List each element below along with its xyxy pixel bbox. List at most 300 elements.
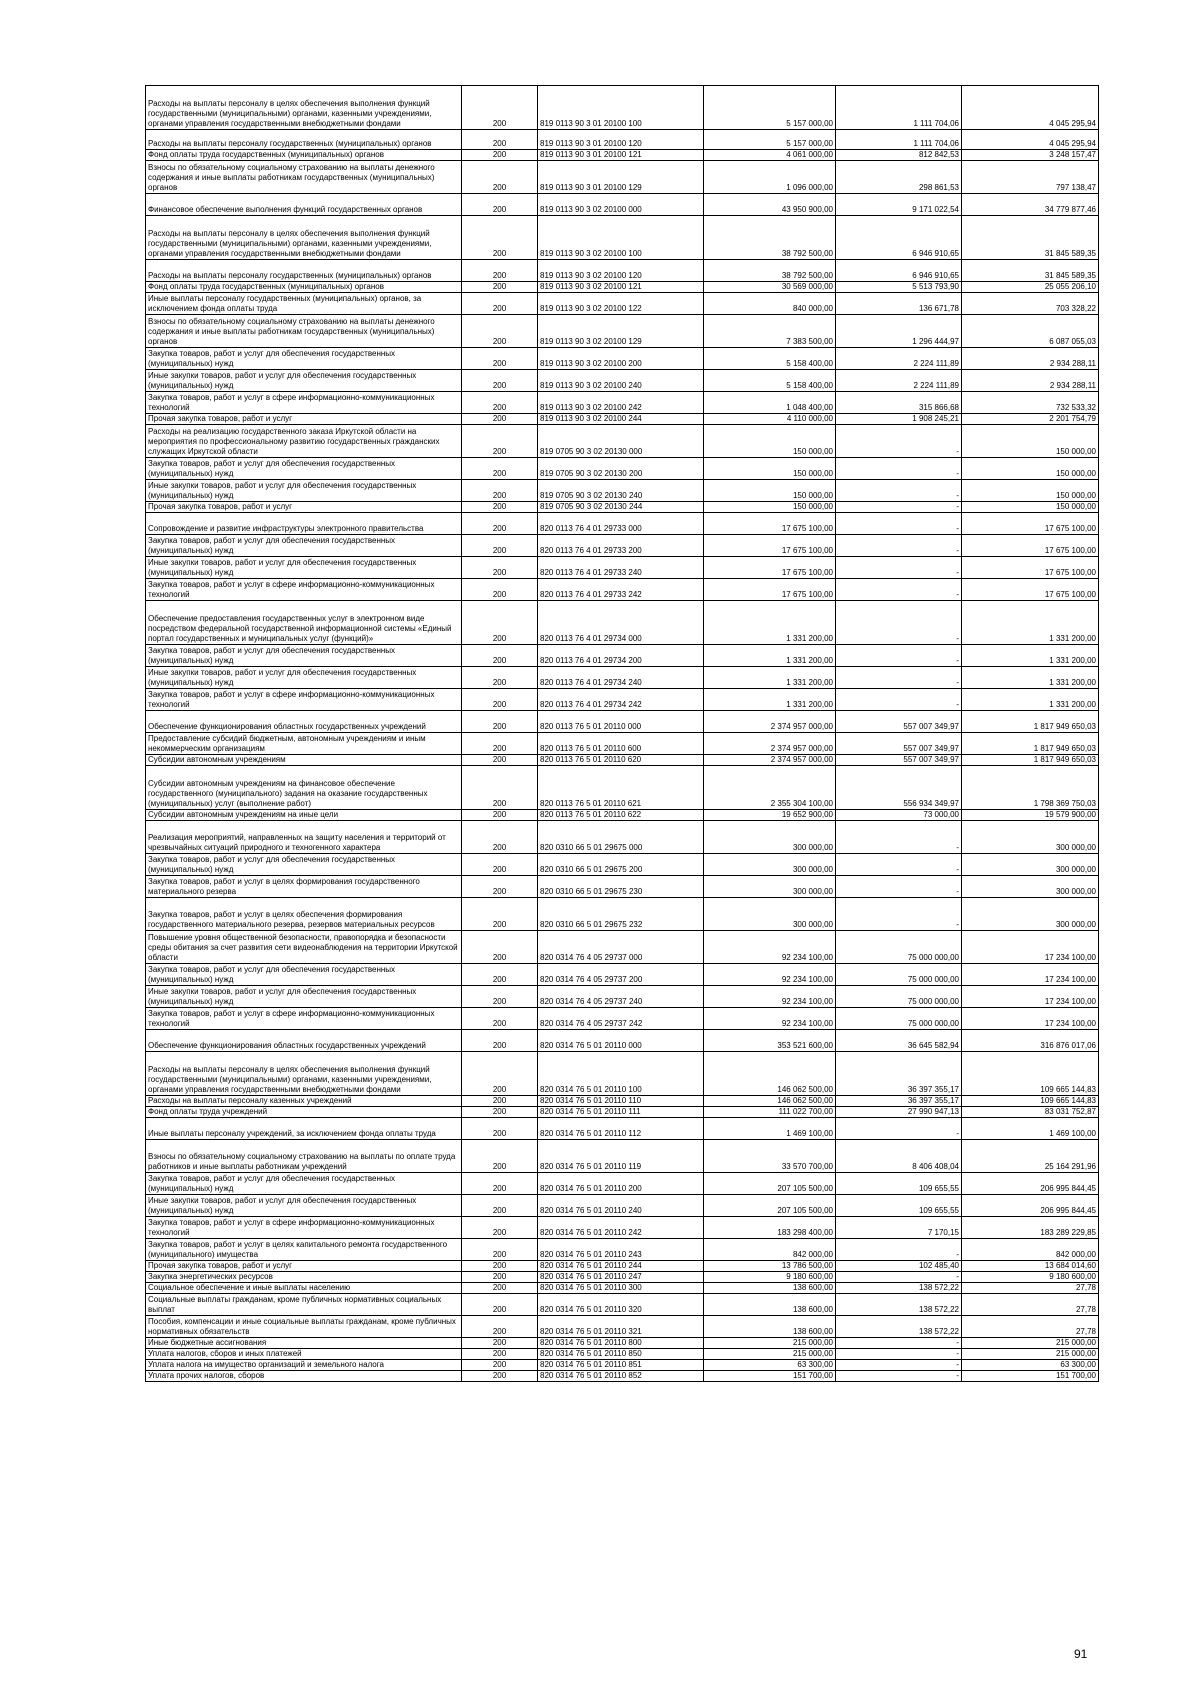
cell-plan: 300 000,00 <box>704 876 836 898</box>
cell-exec: 138 572,22 <box>836 1283 962 1294</box>
cell-exec: 75 000 000,00 <box>836 964 962 986</box>
table-row <box>146 150 1099 161</box>
cell-rest: 17 675 100,00 <box>962 557 1099 579</box>
cell-plan: 1 048 400,00 <box>704 392 836 414</box>
cell-name: Расходы на выплаты персоналу в целях обеспечения выполнения функций государственными (муниципальными) органами, казенными учреждениями, органами управления государственными внебюджетными фондами <box>146 216 462 260</box>
cell-kbk: 820 0314 76 5 01 20110 000 <box>538 1030 704 1052</box>
cell-code: 200 <box>462 711 538 733</box>
cell-code: 200 <box>462 1261 538 1272</box>
cell-rest: 215 000,00 <box>962 1349 1099 1360</box>
cell-plan: 30 569 000,00 <box>704 282 836 293</box>
cell-name: Расходы на выплаты персоналу в целях обеспечения выполнения функций государственными (муниципальными) органами, казенными учреждениями, органами управления государственными внебюджетными фондами <box>146 86 462 130</box>
cell-rest: 1 798 369 750,03 <box>962 766 1099 810</box>
table-row <box>146 130 1099 150</box>
cell-exec: 109 655,55 <box>836 1195 962 1217</box>
cell-plan: 92 234 100,00 <box>704 964 836 986</box>
cell-exec: - <box>836 876 962 898</box>
cell-kbk: 819 0113 90 3 02 20100 242 <box>538 392 704 414</box>
cell-kbk: 820 0113 76 4 01 29733 240 <box>538 557 704 579</box>
table-row <box>146 1217 1099 1239</box>
cell-kbk: 820 0113 76 4 01 29734 240 <box>538 667 704 689</box>
cell-code: 200 <box>462 502 538 513</box>
cell-rest: 732 533,32 <box>962 392 1099 414</box>
cell-plan: 111 022 700,00 <box>704 1107 836 1118</box>
cell-kbk: 820 0113 76 4 01 29734 242 <box>538 689 704 711</box>
cell-name: Расходы на выплаты персоналу в целях обеспечения выполнения функций государственными (муниципальными) органами, казенными учреждениями, органами управления государственными внебюджетными фондами <box>146 1052 462 1096</box>
cell-name: Закупка товаров, работ и услуг для обеспечения государственных (муниципальных) нужд <box>146 535 462 557</box>
cell-name: Закупка товаров, работ и услуг в целях обеспечения формирования государственного материального резерва, резервов материальных ресурсов <box>146 898 462 931</box>
cell-code: 200 <box>462 1096 538 1107</box>
cell-name: Расходы на выплаты персоналу государственных (муниципальных) органов <box>146 260 462 282</box>
cell-kbk: 820 0314 76 5 01 20110 300 <box>538 1283 704 1294</box>
cell-kbk: 819 0113 90 3 02 20100 120 <box>538 260 704 282</box>
cell-plan: 138 600,00 <box>704 1294 836 1316</box>
cell-code: 200 <box>462 513 538 535</box>
cell-exec: 557 007 349,97 <box>836 755 962 766</box>
cell-name: Закупка товаров, работ и услуг для обеспечения государственных (муниципальных) нужд <box>146 964 462 986</box>
cell-plan: 63 300,00 <box>704 1360 836 1371</box>
cell-plan: 150 000,00 <box>704 425 836 458</box>
table-row <box>146 964 1099 986</box>
cell-code: 200 <box>462 458 538 480</box>
cell-code: 200 <box>462 216 538 260</box>
cell-rest: 109 665 144,83 <box>962 1096 1099 1107</box>
cell-kbk: 820 0314 76 5 01 20110 110 <box>538 1096 704 1107</box>
cell-kbk: 820 0113 76 4 01 29733 200 <box>538 535 704 557</box>
cell-plan: 33 570 700,00 <box>704 1140 836 1173</box>
cell-code: 200 <box>462 86 538 130</box>
cell-kbk: 820 0314 76 5 01 20110 100 <box>538 1052 704 1096</box>
table-row <box>146 535 1099 557</box>
table-row <box>146 931 1099 964</box>
table-row <box>146 458 1099 480</box>
cell-exec: 812 842,53 <box>836 150 962 161</box>
cell-name: Закупка товаров, работ и услуг для обеспечения государственных (муниципальных) нужд <box>146 645 462 667</box>
table-row <box>146 645 1099 667</box>
cell-plan: 150 000,00 <box>704 502 836 513</box>
cell-plan: 43 950 900,00 <box>704 194 836 216</box>
cell-kbk: 820 0310 66 5 01 29675 000 <box>538 821 704 854</box>
cell-kbk: 820 0113 76 4 01 29734 000 <box>538 601 704 645</box>
cell-name: Социальное обеспечение и иные выплаты населению <box>146 1283 462 1294</box>
table-row <box>146 216 1099 260</box>
cell-plan: 1 331 200,00 <box>704 689 836 711</box>
cell-name: Взносы по обязательному социальному страхованию на выплаты денежного содержания и иные выплаты работникам государственных (муниципальных) органов <box>146 161 462 194</box>
cell-name: Фонд оплаты труда государственных (муниципальных) органов <box>146 282 462 293</box>
cell-name: Субсидии автономным учреждениям на финансовое обеспечение государственного (муниципального) задания на оказание государственных (муниципальных) услуг (выполнение работ) <box>146 766 462 810</box>
cell-plan: 146 062 500,00 <box>704 1096 836 1107</box>
cell-code: 200 <box>462 425 538 458</box>
cell-kbk: 819 0113 90 3 01 20100 100 <box>538 86 704 130</box>
cell-exec: 557 007 349,97 <box>836 711 962 733</box>
cell-name: Взносы по обязательному социальному страхованию на выплаты по оплате труда работников и иные выплаты работникам учреждений <box>146 1140 462 1173</box>
cell-plan: 5 158 400,00 <box>704 348 836 370</box>
cell-plan: 17 675 100,00 <box>704 535 836 557</box>
cell-plan: 5 157 000,00 <box>704 86 836 130</box>
cell-plan: 19 652 900,00 <box>704 810 836 821</box>
cell-code: 200 <box>462 733 538 755</box>
cell-code: 200 <box>462 130 538 150</box>
table-row <box>146 425 1099 458</box>
cell-exec: 73 000,00 <box>836 810 962 821</box>
cell-exec: 6 946 910,65 <box>836 260 962 282</box>
cell-exec: - <box>836 1360 962 1371</box>
cell-code: 200 <box>462 1283 538 1294</box>
cell-plan: 1 096 000,00 <box>704 161 836 194</box>
cell-code: 200 <box>462 150 538 161</box>
cell-plan: 840 000,00 <box>704 293 836 315</box>
cell-kbk: 819 0113 90 3 01 20100 120 <box>538 130 704 150</box>
cell-plan: 1 331 200,00 <box>704 601 836 645</box>
cell-code: 200 <box>462 370 538 392</box>
cell-exec: - <box>836 557 962 579</box>
cell-exec: 1 111 704,06 <box>836 130 962 150</box>
budget-execution-table <box>145 85 1099 1382</box>
cell-name: Прочая закупка товаров, работ и услуг <box>146 414 462 425</box>
cell-kbk: 820 0113 76 5 01 20110 600 <box>538 733 704 755</box>
cell-kbk: 820 0314 76 5 01 20110 244 <box>538 1261 704 1272</box>
cell-kbk: 820 0314 76 4 05 29737 200 <box>538 964 704 986</box>
cell-exec: - <box>836 854 962 876</box>
cell-name: Фонд оплаты труда учреждений <box>146 1107 462 1118</box>
cell-plan: 17 675 100,00 <box>704 513 836 535</box>
table-row <box>146 579 1099 601</box>
cell-exec: 2 224 111,89 <box>836 348 962 370</box>
cell-code: 200 <box>462 766 538 810</box>
cell-rest: 63 300,00 <box>962 1360 1099 1371</box>
table-row <box>146 876 1099 898</box>
cell-kbk: 820 0314 76 5 01 20110 321 <box>538 1316 704 1338</box>
cell-code: 200 <box>462 480 538 502</box>
cell-kbk: 820 0314 76 4 05 29737 240 <box>538 986 704 1008</box>
cell-code: 200 <box>462 1052 538 1096</box>
cell-code: 200 <box>462 293 538 315</box>
cell-code: 200 <box>462 898 538 931</box>
cell-code: 200 <box>462 1030 538 1052</box>
cell-exec: 556 934 349,97 <box>836 766 962 810</box>
cell-name: Закупка товаров, работ и услуг для обеспечения государственных (муниципальных) нужд <box>146 348 462 370</box>
cell-plan: 17 675 100,00 <box>704 579 836 601</box>
table-row <box>146 260 1099 282</box>
cell-kbk: 820 0310 66 5 01 29675 200 <box>538 854 704 876</box>
cell-name: Закупка товаров, работ и услуг в целях формирования государственного материального резерва <box>146 876 462 898</box>
cell-rest: 1 331 200,00 <box>962 645 1099 667</box>
cell-kbk: 820 0314 76 5 01 20110 111 <box>538 1107 704 1118</box>
table-row <box>146 480 1099 502</box>
cell-rest: 27,78 <box>962 1316 1099 1338</box>
cell-code: 200 <box>462 1349 538 1360</box>
table-row <box>146 986 1099 1008</box>
cell-exec: - <box>836 513 962 535</box>
cell-rest: 17 234 100,00 <box>962 931 1099 964</box>
cell-kbk: 820 0314 76 5 01 20110 200 <box>538 1173 704 1195</box>
cell-name: Иные закупки товаров, работ и услуг для обеспечения государственных (муниципальных) нужд <box>146 1195 462 1217</box>
cell-exec: - <box>836 601 962 645</box>
cell-plan: 92 234 100,00 <box>704 1008 836 1030</box>
table-row <box>146 1195 1099 1217</box>
cell-exec: - <box>836 579 962 601</box>
cell-rest: 27,78 <box>962 1294 1099 1316</box>
cell-code: 200 <box>462 1239 538 1261</box>
cell-rest: 797 138,47 <box>962 161 1099 194</box>
cell-plan: 150 000,00 <box>704 480 836 502</box>
cell-kbk: 819 0113 90 3 02 20100 129 <box>538 315 704 348</box>
cell-rest: 300 000,00 <box>962 898 1099 931</box>
cell-plan: 183 298 400,00 <box>704 1217 836 1239</box>
cell-rest: 19 579 900,00 <box>962 810 1099 821</box>
cell-name: Закупка товаров, работ и услуг в сфере информационно-коммуникационных технологий <box>146 579 462 601</box>
cell-exec: - <box>836 1239 962 1261</box>
cell-rest: 6 087 055,03 <box>962 315 1099 348</box>
cell-exec: - <box>836 535 962 557</box>
table-row <box>146 1030 1099 1052</box>
cell-plan: 2 355 304 100,00 <box>704 766 836 810</box>
cell-code: 200 <box>462 854 538 876</box>
page-number: 91 <box>1074 1647 1088 1661</box>
cell-rest: 25 164 291,96 <box>962 1140 1099 1173</box>
table-row <box>146 370 1099 392</box>
table-row <box>146 1261 1099 1272</box>
cell-rest: 1 817 949 650,03 <box>962 755 1099 766</box>
table-row <box>146 1338 1099 1349</box>
cell-name: Расходы на реализацию государственного заказа Иркутской области на мероприятия по профессиональному развитию государственных гражданских служащих Иркутской области <box>146 425 462 458</box>
cell-exec: - <box>836 458 962 480</box>
cell-name: Обеспечение функционирования областных государственных учреждений <box>146 1030 462 1052</box>
cell-kbk: 820 0314 76 5 01 20110 247 <box>538 1272 704 1283</box>
table-row <box>146 766 1099 810</box>
cell-kbk: 820 0113 76 5 01 20110 621 <box>538 766 704 810</box>
cell-name: Уплата налога на имущество организаций и земельного налога <box>146 1360 462 1371</box>
cell-code: 200 <box>462 392 538 414</box>
cell-code: 200 <box>462 821 538 854</box>
cell-plan: 842 000,00 <box>704 1239 836 1261</box>
cell-plan: 300 000,00 <box>704 898 836 931</box>
cell-name: Взносы по обязательному социальному страхованию на выплаты денежного содержания и иные выплаты работникам государственных (муниципальных) органов <box>146 315 462 348</box>
cell-plan: 300 000,00 <box>704 854 836 876</box>
cell-name: Обеспечение предоставления государственных услуг в электронном виде посредством федеральной государственной информационной системы «Единый портал государственных и муниципальных услуг (функций)» <box>146 601 462 645</box>
table-row <box>146 392 1099 414</box>
table-row <box>146 711 1099 733</box>
cell-code: 200 <box>462 1360 538 1371</box>
cell-exec: 9 171 022,54 <box>836 194 962 216</box>
table-row <box>146 557 1099 579</box>
cell-exec: 138 572,22 <box>836 1294 962 1316</box>
cell-plan: 38 792 500,00 <box>704 260 836 282</box>
cell-rest: 9 180 600,00 <box>962 1272 1099 1283</box>
cell-exec: 36 397 355,17 <box>836 1096 962 1107</box>
cell-name: Финансовое обеспечение выполнения функций государственных органов <box>146 194 462 216</box>
cell-rest: 300 000,00 <box>962 821 1099 854</box>
cell-name: Закупка товаров, работ и услуг в целях капитального ремонта государственного (муниципального) имущества <box>146 1239 462 1261</box>
cell-rest: 2 934 288,11 <box>962 348 1099 370</box>
table-row <box>146 348 1099 370</box>
cell-rest: 150 000,00 <box>962 425 1099 458</box>
cell-rest: 300 000,00 <box>962 876 1099 898</box>
cell-kbk: 819 0113 90 3 02 20100 122 <box>538 293 704 315</box>
table-row <box>146 1272 1099 1283</box>
table-row <box>146 414 1099 425</box>
cell-name: Субсидии автономным учреждениям <box>146 755 462 766</box>
cell-rest: 206 995 844,45 <box>962 1195 1099 1217</box>
cell-code: 200 <box>462 535 538 557</box>
cell-rest: 34 779 877,46 <box>962 194 1099 216</box>
cell-kbk: 820 0113 76 4 01 29734 200 <box>538 645 704 667</box>
cell-code: 200 <box>462 1140 538 1173</box>
cell-name: Предоставление субсидий бюджетным, автономным учреждениям и иным некоммерческим организациям <box>146 733 462 755</box>
table-row <box>146 1294 1099 1316</box>
cell-plan: 92 234 100,00 <box>704 986 836 1008</box>
cell-plan: 1 469 100,00 <box>704 1118 836 1140</box>
table-row <box>146 898 1099 931</box>
cell-rest: 17 675 100,00 <box>962 535 1099 557</box>
cell-name: Иные закупки товаров, работ и услуг для обеспечения государственных (муниципальных) нужд <box>146 480 462 502</box>
cell-rest: 3 248 157,47 <box>962 150 1099 161</box>
table-row <box>146 194 1099 216</box>
cell-exec: 136 671,78 <box>836 293 962 315</box>
cell-exec: 315 866,68 <box>836 392 962 414</box>
cell-rest: 150 000,00 <box>962 480 1099 502</box>
cell-rest: 17 675 100,00 <box>962 513 1099 535</box>
cell-code: 200 <box>462 315 538 348</box>
cell-name: Расходы на выплаты персоналу государственных (муниципальных) органов <box>146 130 462 150</box>
table-row <box>146 1140 1099 1173</box>
cell-name: Фонд оплаты труда государственных (муниципальных) органов <box>146 150 462 161</box>
cell-exec: 298 861,53 <box>836 161 962 194</box>
cell-kbk: 819 0113 90 3 01 20100 121 <box>538 150 704 161</box>
cell-exec: - <box>836 821 962 854</box>
cell-code: 200 <box>462 1008 538 1030</box>
cell-code: 200 <box>462 667 538 689</box>
cell-plan: 146 062 500,00 <box>704 1052 836 1096</box>
cell-plan: 5 158 400,00 <box>704 370 836 392</box>
cell-name: Расходы на выплаты персоналу казенных учреждений <box>146 1096 462 1107</box>
cell-plan: 9 180 600,00 <box>704 1272 836 1283</box>
cell-rest: 31 845 589,35 <box>962 216 1099 260</box>
table-row <box>146 689 1099 711</box>
table-row <box>146 315 1099 348</box>
cell-kbk: 820 0314 76 5 01 20110 112 <box>538 1118 704 1140</box>
cell-code: 200 <box>462 810 538 821</box>
cell-plan: 7 383 500,00 <box>704 315 836 348</box>
cell-exec: 8 406 408,04 <box>836 1140 962 1173</box>
cell-name: Прочая закупка товаров, работ и услуг <box>146 502 462 513</box>
cell-kbk: 819 0705 90 3 02 20130 200 <box>538 458 704 480</box>
cell-rest: 2 934 288,11 <box>962 370 1099 392</box>
cell-name: Прочая закупка товаров, работ и услуг <box>146 1261 462 1272</box>
cell-exec: - <box>836 480 962 502</box>
cell-kbk: 819 0113 90 3 02 20100 200 <box>538 348 704 370</box>
cell-exec: 6 946 910,65 <box>836 216 962 260</box>
cell-code: 200 <box>462 1173 538 1195</box>
cell-plan: 17 675 100,00 <box>704 557 836 579</box>
report-sheet <box>145 85 1098 1382</box>
cell-plan: 1 331 200,00 <box>704 645 836 667</box>
cell-kbk: 820 0113 76 4 01 29733 242 <box>538 579 704 601</box>
cell-kbk: 820 0310 66 5 01 29675 230 <box>538 876 704 898</box>
cell-code: 200 <box>462 1338 538 1349</box>
cell-kbk: 820 0314 76 5 01 20110 242 <box>538 1217 704 1239</box>
cell-kbk: 820 0314 76 4 05 29737 000 <box>538 931 704 964</box>
cell-kbk: 820 0314 76 5 01 20110 243 <box>538 1239 704 1261</box>
cell-exec: 36 397 355,17 <box>836 1052 962 1096</box>
cell-rest: 27,78 <box>962 1283 1099 1294</box>
table-row <box>146 1096 1099 1107</box>
cell-exec: 1 111 704,06 <box>836 86 962 130</box>
cell-exec: 557 007 349,97 <box>836 733 962 755</box>
cell-name: Иные закупки товаров, работ и услуг для обеспечения государственных (муниципальных) нужд <box>146 370 462 392</box>
cell-plan: 2 374 957 000,00 <box>704 711 836 733</box>
table-row <box>146 810 1099 821</box>
cell-kbk: 819 0705 90 3 02 20130 240 <box>538 480 704 502</box>
table-row <box>146 1349 1099 1360</box>
cell-rest: 150 000,00 <box>962 502 1099 513</box>
cell-code: 200 <box>462 348 538 370</box>
cell-name: Иные закупки товаров, работ и услуг для обеспечения государственных (муниципальных) нужд <box>146 667 462 689</box>
table-row <box>146 601 1099 645</box>
cell-code: 200 <box>462 1195 538 1217</box>
cell-rest: 17 234 100,00 <box>962 964 1099 986</box>
cell-code: 200 <box>462 964 538 986</box>
cell-rest: 150 000,00 <box>962 458 1099 480</box>
cell-name: Иные закупки товаров, работ и услуг для обеспечения государственных (муниципальных) нужд <box>146 557 462 579</box>
cell-plan: 1 331 200,00 <box>704 667 836 689</box>
cell-exec: - <box>836 1371 962 1382</box>
cell-plan: 4 061 000,00 <box>704 150 836 161</box>
cell-rest: 1 331 200,00 <box>962 601 1099 645</box>
table-row <box>146 293 1099 315</box>
cell-name: Закупка товаров, работ и услуг для обеспечения государственных (муниципальных) нужд <box>146 854 462 876</box>
cell-code: 200 <box>462 1316 538 1338</box>
cell-name: Пособия, компенсации и иные социальные выплаты гражданам, кроме публичных нормативных обязательств <box>146 1316 462 1338</box>
cell-code: 200 <box>462 1107 538 1118</box>
cell-exec: - <box>836 1338 962 1349</box>
cell-plan: 5 157 000,00 <box>704 130 836 150</box>
table-row <box>146 1107 1099 1118</box>
cell-plan: 92 234 100,00 <box>704 931 836 964</box>
cell-name: Иные закупки товаров, работ и услуг для обеспечения государственных (муниципальных) нужд <box>146 986 462 1008</box>
cell-rest: 1 331 200,00 <box>962 689 1099 711</box>
cell-kbk: 820 0314 76 5 01 20110 240 <box>538 1195 704 1217</box>
cell-name: Уплата прочих налогов, сборов <box>146 1371 462 1382</box>
cell-name: Закупка товаров, работ и услуг в сфере информационно-коммуникационных технологий <box>146 1008 462 1030</box>
cell-plan: 13 786 500,00 <box>704 1261 836 1272</box>
cell-rest: 4 045 295,94 <box>962 130 1099 150</box>
table-row <box>146 502 1099 513</box>
cell-code: 200 <box>462 579 538 601</box>
cell-exec: 1 296 444,97 <box>836 315 962 348</box>
cell-kbk: 820 0113 76 5 01 20110 000 <box>538 711 704 733</box>
cell-kbk: 820 0314 76 5 01 20110 119 <box>538 1140 704 1173</box>
cell-plan: 207 105 500,00 <box>704 1195 836 1217</box>
table-row <box>146 1118 1099 1140</box>
cell-name: Закупка энергетических ресурсов <box>146 1272 462 1283</box>
table-row <box>146 1052 1099 1096</box>
cell-kbk: 819 0113 90 3 02 20100 100 <box>538 216 704 260</box>
cell-exec: 36 645 582,94 <box>836 1030 962 1052</box>
cell-kbk: 819 0113 90 3 01 20100 129 <box>538 161 704 194</box>
cell-kbk: 820 0314 76 5 01 20110 800 <box>538 1338 704 1349</box>
cell-plan: 2 374 957 000,00 <box>704 755 836 766</box>
cell-code: 200 <box>462 260 538 282</box>
cell-plan: 215 000,00 <box>704 1349 836 1360</box>
cell-exec: - <box>836 502 962 513</box>
cell-kbk: 819 0705 90 3 02 20130 000 <box>538 425 704 458</box>
cell-name: Закупка товаров, работ и услуг в сфере информационно-коммуникационных технологий <box>146 689 462 711</box>
cell-code: 200 <box>462 282 538 293</box>
table-row <box>146 86 1099 130</box>
cell-name: Закупка товаров, работ и услуг для обеспечения государственных (муниципальных) нужд <box>146 1173 462 1195</box>
cell-rest: 1 817 949 650,03 <box>962 711 1099 733</box>
